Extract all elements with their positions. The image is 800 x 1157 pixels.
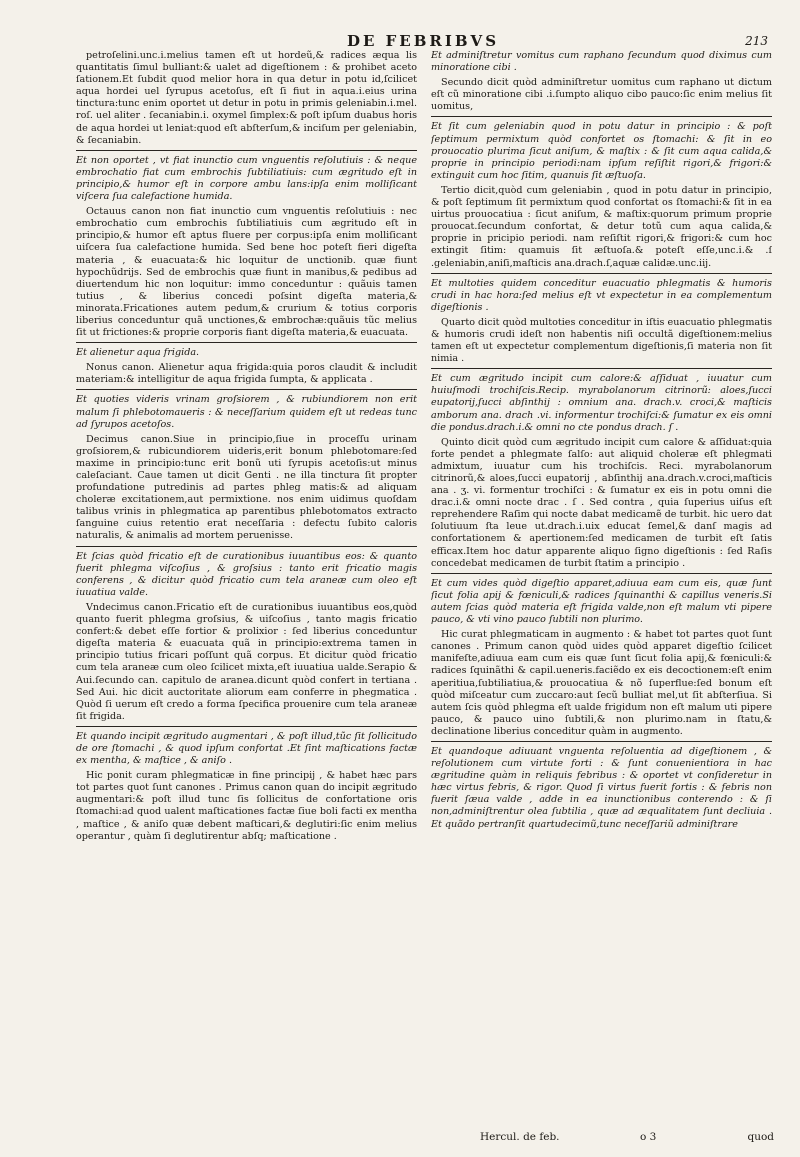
- footer-title: Hercul. de feb.: [480, 1131, 560, 1143]
- lemma-paragraph: Et non oportet , vt fiat inunctio cum vnguentis reſolutiuis : & neque embrochatio fiat cum embrochis ſubtiliatiuis: cum ægritudo eſt in principio,& humor eſt in corpore ambu lans:ipſa enim molliſicant viſcera ſua calefactione humida.: [76, 154, 417, 203]
- lemma-paragraph: Et quoties videris vrinam groſsiorem , & rubiundiorem non erit malum ſi phlebotomaueris : & neceſſarium quidem eſt ut redeas tunc ad ſyrupos acetoſos.: [76, 394, 417, 430]
- section-divider: [431, 116, 772, 117]
- commentary-paragraph: Quarto dicit quòd multoties conceditur in iſtis euacuatio phlegmatis & humoris crudi ideſt non habentis niſi occultã digeſtionem:melius tamen eſt ut expectetur complementum digeſtionis,ſi materia non ſit nimia .: [431, 316, 772, 365]
- lemma-paragraph: Et cum vides quòd digeſtio apparet,adiuua eam cum eis, quæ ſunt ſicut folia apij & fœniculi,& radices ſquinanthi & capillus veneris.Si autem ſcias quòd materia eſt frigida valde,non eſt malum vti pipere pauco, & vti vino pauco ſubtili non plurimo.: [431, 577, 772, 626]
- section-divider: [431, 573, 772, 574]
- lemma-paragraph: Et ſcias quòd fricatio eſt de curationibus iuuantibus eos: & quanto fuerit phlegma viſcoſius , & groſsius : tanto erit fricatio magis conferens , & dicitur quòd fricatio cum tela araneæ cum oleo eſt iuuatiua valde.: [76, 550, 417, 598]
- lemma-paragraph: Et cum ægritudo incipit cum calore:& aſſiduat , iuuatur cum huiuſmodi trochiſcis.Recip. myrabolanorum citrinorũ: aloes,ſucci eupatorij,ſucci abſinthij : omnium ana. drach.v. croci,& maſticis amborum ana. drach .vi. informentur trochiſci:& ſumatur ex eis omni die pondus.drach.i.& omni no cte pondus drach. ſ .: [431, 373, 772, 433]
- commentary-paragraph: petroſelini.unc.i.melius tamen eſt ut hordeũ,& radices æqua lis quantitatis ſimul bulliant:& ualet ad digeſtionem : & prohibet aceto ſationem.Et ſubdit quod melior hora in qua detur in potu id,ſcilicet aqua hordei uel ſyrupus acetoſus, eſt ſi fiut in aqua.i.eius urina tinctura:tunc enim oportet ut detur in potu in primis geleniabin.i.mel. roſ. uel aliter . ſecaniabin.i. oxymel ſimplex:& poſt ipſum duabus horis de aqua hordei ut leniat:quod eſt abſterſum,& inciſum per geleniabin, & ſecaniabin.: [76, 50, 417, 146]
- commentary-paragraph: Hic curat phlegmaticam in augmento : & habet tot partes quot ſunt canones . Primum canon quòd uides quòd apparet digeſtio ſcilicet manifeſte,adiuua eam cum eis quæ ſunt ſicut folia apij,& fœniculi:& radices ſquinãthi & capil.ueneris.faciẽdo ex eis decoctionem:eſt enim aperitiua,ſubtiliatiua,& prouocatiua & nõ ſuperflue:ſed bonum eſt quòd miſceatur cum zuccaro:aut ſecũ bulliat mel,ut ſit abſterſiua. Si autem ſcis quòd phlegma eſt ualde frigidum non eſt malum uti pipere pauco, & pauco uino ſubtili,& non plurimo.nam in ſtatu,& declinatione liberius conceditur quàm in augmento.: [431, 629, 772, 737]
- section-divider: [431, 368, 772, 369]
- signature-mark: o 3: [640, 1131, 657, 1143]
- section-divider: [76, 726, 417, 727]
- lemma-paragraph: Et alienetur aqua frigida.: [76, 347, 200, 359]
- section-divider: [76, 389, 417, 390]
- commentary-paragraph: Secundo dicit quòd adminiſtretur uomitus cum raphano ut dictum eſt cũ minoratione cibi .i.ſumpto aliquo cibo pauco:ſic enim melius ſit uomitus,: [431, 77, 772, 113]
- page-number: 213: [745, 34, 768, 48]
- commentary-paragraph: Decimus canon.Siue in principio,ſiue in proceſſu urinam groſsiorem,& rubicundiorem uideris,erit bonum phlebotomare:ſed maxime in principio:tunc erit bonũ uti ſyrupis acetoſis:ut minus caleſaciant. Caue tamen ut dicit Genti . ne illa tinctura ſit propter profundatione putredinis ad partes phleg matis:& ad aliquam choleræ excitationem,aut permixtione. nos enim uidimus quoſdam talibus vrinis in phlegmatica ap parentibus phlebotomatos extracto ſanguine cuius retentio erat neceſſaria : defectu ſubito caloris naturalis, & animalis ad mortem peruenisse.: [76, 433, 417, 542]
- section-divider: [76, 342, 417, 343]
- section-divider: [431, 273, 772, 274]
- lemma-paragraph: Et multoties quidem conceditur euacuatio phlegmatis & humoris crudi in hac hora:ſed melius eſt vt expectetur in ea complementum digeſtionis .: [431, 277, 772, 313]
- commentary-paragraph: Quinto dicit quòd cum ægritudo incipit cum calore & aſſiduat:quia forte pendet a phlegmate ſalſo: aut aliquid choleræ eſt phlegmati admixtum, iuuatur cum his trochiſcis. Reci. myrabolanorum citrinorũ,& aloes,ſucci eupatorij , abſinthij ana.drach.v.croci,maſticis ana . ʒ. vi. formentur trochiſci : & ſumatur ex eis in potu omni die drac.i.& omni nocte drac . ſ . Sed contra , quia ſuperius uiſus eſt reprehendere Raſim qui nocte dabat medicamẽ de turbit. hic uero dat ſolutiuum ſta leue ut.drach.i.uix educat ſemel,& danſ magis ad confortationem & apertionem:ſed medicamen de turbit eſt ſatis efficax.Item hoc datur apparente aliquo ſigno digeſtionis : ſed Raſis concedebat medicamen de turbit ſtatim a principio .: [431, 436, 772, 569]
- text-columns: [76, 50, 772, 1133]
- lemma-paragraph: Et quando incipit ægritudo augmentari , & poſt illud,tũc ſit ſollicitudo de ore ſtomachi , & quod ipſum confortat .Et ſint maſtications factæ ex mentha, & maſtice , & aniſo .: [76, 730, 417, 767]
- left-column: [76, 50, 417, 1133]
- commentary-paragraph: Vndecimus canon.Fricatio eſt de curationibus iuuantibus eos,quòd quanto fuerit phlegma groſsius, & uiſcoſius , tanto magis fricatio confert:& debet eſſe fortior & prolixior : ſed liberius conceduntur digeſta materia & euacuata quã in principio:extrema tamen in principio tutius fricari poſſunt quã corpus. Et dicitur quòd fricatio cum tela araneæ cum oleo ſcilicet mixta,eſt iuuatiua ualde.Serapio & Aui.ſecundo can. capitulo de aranea.dicunt quòd confert in tertiana . Sed Aui. hic dicit auctoritate aliorum eam conferre in phegmatica . Quòd ſi uerum eſt credo a forma ſpecifica prouenire cum tela araneæ ſit frigida.: [76, 601, 417, 722]
- commentary-paragraph: Hic ponit curam phlegmaticæ in fine principij , & habet hæc pars tot partes quot ſunt canones . Primus canon quan do incipit ægritudo augmentari:& poſt illud tunc ſis ſollicitus de confortatione oris ſtomachi:ad quod ualent maſticationes factæ ſiue boli facti ex mentha , maſtice , & aniſo quæ debent maſticari,& deglutiri:ſic enim melius operantur , quàm ſi deglutirentur abſq; maſticatione .: [76, 770, 417, 842]
- commentary-paragraph: Tertio dicit,quòd cum geleniabin , quod in potu datur in principio, & poſt ſeptimum ſit permixtum quod confortat os ſtomachi:& ſit in ea uirtus prouocatiua : ſicut aniſum, & maſtix:quorum primum proprie prouocat.ſecundum confortat, & detur totũ cum aqua calida,& proprie in pricipio periodi. nam reſiſtit rigori,& frigori:& cum hoc extingit ſitim: quamuis ſit æſtuoſa.& poteſt eſſe,unc.i.& .ſ .geleniabin,aniſi,maſticis ana.drach.ſ,aquæ calidæ.unc.iij.: [431, 184, 772, 269]
- lemma-paragraph: Et ſit cum geleniabin quod in potu datur in principio : & poſt ſeptimum permixtum quòd confortet os ſtomachi: & ſit in eo prouocatio plurima ſicut aniſum, & maſtix : & ſit cum aqua calida,& proprie in principio periodi:nam ipſum reſiſtit rigori,& frigori:& extinguit cum hoc ſitim, quanuis ſit æſtuoſa.: [431, 121, 772, 181]
- section-divider: [76, 546, 417, 547]
- running-title: DE FEBRIBVS: [346, 32, 500, 50]
- catchword: quod: [747, 1131, 774, 1143]
- section-divider: [431, 741, 772, 742]
- commentary-paragraph: Nonus canon. Alienetur aqua frigida:quia poros claudit & includit materiam:& intelligitur de aqua frigida ſumpta, & applicata .: [76, 362, 417, 386]
- lemma-paragraph: Et quandoque adiuuant vnguenta reſoluentia ad digeſtionem , & reſolutionem cum virtute forti : & ſunt conuenientiora in hac ægritudine quàm in reliquis febribus : & oportet vt conſideretur in hæc virtus febris, & rigor. Quod ſi virtus fuerit fortis : & febris non fuerit ſæua valde , adde in ea inunctionibus conterendo : & ſi non,adminiſtrentur olea ſubtilia , quæ ad æqualitatem ſunt decliuia . Et quãdo pertranſit quartudecimũ,tunc neceſſariũ adminiſtrare: [431, 745, 772, 830]
- commentary-paragraph: Octauus canon non fiat inunctio cum vnguentis reſolutiuis : nec embrochatio cum embrochis ſubtiliatiuis cum ægritudo eſt in principio,& humor eſt aptus fluere per corpus:ipſa enim molliſicant uiſcera ſua calefactione humida. Sed bene hoc poteſt fieri digeſta materia , & euacuata:& hic loquitur de unctionib. quæ fiunt hypochũdrijs. Sed de embrochis quæ fiunt in manibus,& pedibus ad diuertendum hic non loquitur: immo conceduntur : quãuis tamen tutius , & liberius concedi poſsint digeſta materia,& minorata.Fricationes autem pedum,& crurium & totius corporis liberius conceduntur quã unctiones,& embrochæ:quãuis tũc melius ſit ut frictiones:& proprie corporis fiant digeſta materia,& euacuata.: [76, 206, 417, 339]
- right-column: [431, 50, 772, 1133]
- section-divider: [76, 150, 417, 151]
- page-footer: [420, 1131, 774, 1147]
- lemma-paragraph: Et adminiſtretur vomitus cum raphano ſecundum quod diximus cum minoratione cibi .: [431, 50, 772, 74]
